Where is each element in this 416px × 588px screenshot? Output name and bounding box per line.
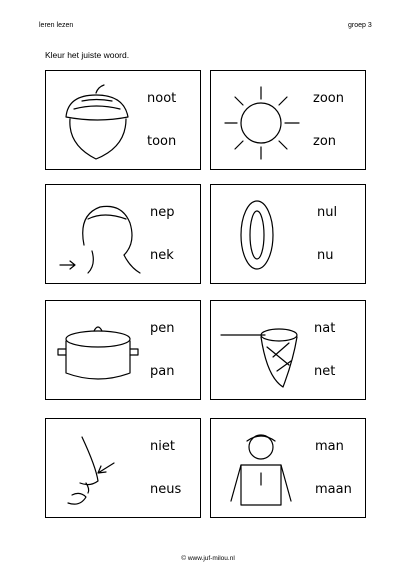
word-niet[interactable]: niet (150, 439, 175, 454)
card-pan (45, 300, 201, 400)
word-zoon[interactable]: zoon (313, 91, 344, 106)
word-net[interactable]: net (314, 364, 336, 379)
word-nat[interactable]: nat (314, 321, 336, 336)
word-man[interactable]: man (315, 439, 344, 454)
word-toon[interactable]: toon (147, 134, 177, 149)
man-icon (217, 427, 309, 511)
word-maan[interactable]: maan (315, 482, 352, 497)
word-nu[interactable]: nu (317, 248, 334, 263)
word-zon[interactable]: zon (313, 134, 337, 149)
sun-icon (217, 79, 309, 163)
nose-icon (52, 427, 144, 511)
zero-icon (217, 193, 309, 277)
word-nek[interactable]: nek (150, 248, 174, 263)
card-acorn (45, 70, 201, 170)
pan-icon (52, 309, 144, 393)
instruction: Kleur het juiste woord. (45, 50, 130, 60)
header-right: groep 3 (348, 22, 372, 29)
word-nep[interactable]: nep (150, 205, 175, 220)
neck-icon (52, 193, 144, 277)
card-man (210, 418, 366, 518)
acorn-icon (52, 79, 144, 163)
header-left: leren lezen (39, 22, 74, 29)
net-icon (217, 309, 309, 393)
footer-credit: © www.juf-milou.nl (181, 555, 235, 562)
word-pen[interactable]: pen (150, 321, 175, 336)
card-sun (210, 70, 366, 170)
word-neus[interactable]: neus (150, 482, 182, 497)
card-net (210, 300, 366, 400)
word-noot[interactable]: noot (147, 91, 177, 106)
card-zero (210, 184, 366, 284)
word-nul[interactable]: nul (317, 205, 338, 220)
card-nose (45, 418, 201, 518)
word-pan[interactable]: pan (150, 364, 175, 379)
card-neck (45, 184, 201, 284)
